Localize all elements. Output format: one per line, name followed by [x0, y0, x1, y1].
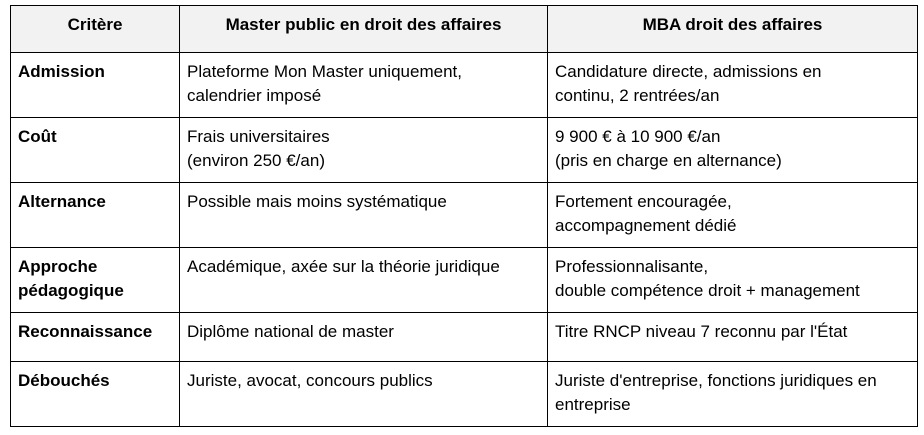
row-criterion: Débouchés — [11, 362, 180, 427]
row-criterion: Alternance — [11, 183, 180, 248]
table-header-row — [11, 6, 918, 53]
row-mba-value: Juriste d'entreprise, fonctions juridiques en entreprise — [548, 362, 918, 427]
row-master-value: Possible mais moins systématique — [180, 183, 548, 248]
row-criterion: Reconnaissance — [11, 313, 180, 362]
header-master-public: Master public en droit des affaires — [180, 6, 548, 53]
row-criterion: Coût — [11, 118, 180, 183]
table-row — [11, 118, 918, 183]
header-mba: MBA droit des affaires — [548, 6, 918, 53]
row-master-value: Académique, axée sur la théorie juridique — [180, 248, 548, 313]
table-row — [11, 183, 918, 248]
row-master-value: Plateforme Mon Master uniquement, calendrier imposé — [180, 53, 548, 118]
table-row — [11, 362, 918, 427]
row-criterion: Admission — [11, 53, 180, 118]
row-mba-value: Titre RNCP niveau 7 reconnu par l'État — [548, 313, 918, 362]
table-row — [11, 313, 918, 362]
row-master-value: Juriste, avocat, concours publics — [180, 362, 548, 427]
row-mba-value: 9 900 € à 10 900 €/an (pris en charge en alternance) — [548, 118, 918, 183]
comparison-table — [10, 5, 918, 427]
row-master-value: Frais universitaires (environ 250 €/an) — [180, 118, 548, 183]
row-mba-value: Fortement encouragée, accompagnement dédié — [548, 183, 918, 248]
row-criterion: Approche pédagogique — [11, 248, 180, 313]
row-master-value: Diplôme national de master — [180, 313, 548, 362]
table-row — [11, 53, 918, 118]
header-criterion: Critère — [11, 6, 180, 53]
row-mba-value: Professionnalisante, double compétence droit + management — [548, 248, 918, 313]
table-row — [11, 248, 918, 313]
row-mba-value: Candidature directe, admissions en continu, 2 rentrées/an — [548, 53, 918, 118]
